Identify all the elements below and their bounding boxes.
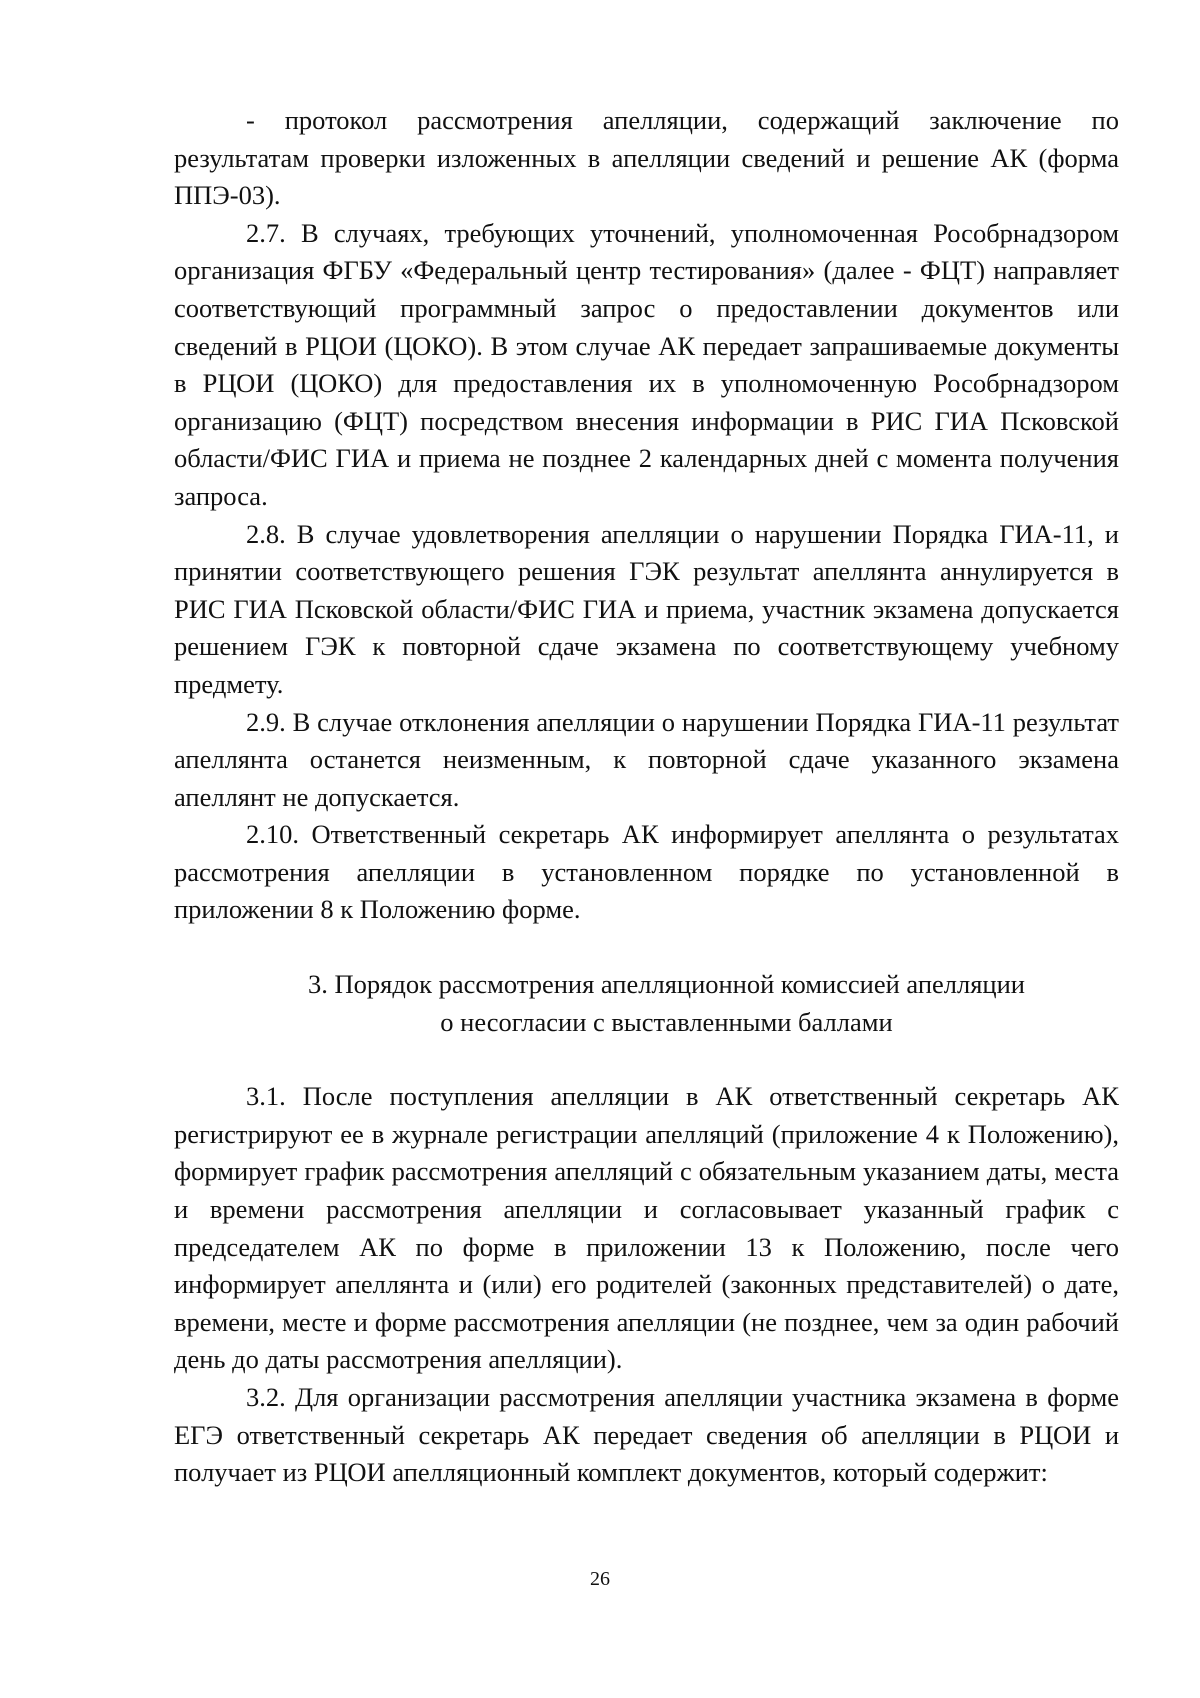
paragraph-2-10: 2.10. Ответственный секретарь АК информирует апеллянта о результатах рассмотрения апелляции в установленном порядке по установленной в приложении 8 к Положению форме. <box>174 819 1119 925</box>
page-number: 26 <box>590 1568 610 1590</box>
section-3-heading-line1: 3. Порядок рассмотрения апелляционной комиссией апелляции <box>308 969 1025 1000</box>
paragraph-2-9: 2.9. В случае отклонения апелляции о нарушении Порядка ГИА-11 результат апеллянта останется неизменным, к повторной сдаче указанного экзамена апеллянт не допускается. <box>174 706 1119 812</box>
paragraph-protocol-item: - протокол рассмотрения апелляции, содержащий заключение по результатам проверки изложенных в апелляции сведений и решение АК (форма ППЭ-03). <box>174 105 1119 211</box>
paragraph-2-7: 2.7. В случаях, требующих уточнений, уполномоченная Рособрнадзором организация ФГБУ «Федеральный центр тестирования» (далее - ФЦТ) направляет соответствующий программный запрос о предоставлении документов или сведений в РЦОИ (ЦОКО). В этом случае АК передает запрашиваемые документы в РЦОИ (ЦОКО) для предоставления их в уполномоченную Рособрнадзором организацию (ФЦТ) посредством внесения информации в РИС ГИА Псковской области/ФИС ГИА и приема не позднее 2 календарных дней с момента получения запроса. <box>174 217 1119 511</box>
page-content <box>174 102 1119 1492</box>
paragraph-2-8: 2.8. В случае удовлетворения апелляции о нарушении Порядка ГИА-11, и принятии соответствующего решения ГЭК результат апеллянта аннулируется в РИС ГИА Псковской области/ФИС ГИА и приема, участник экзамена допускается решением ГЭК к повторной сдаче экзамена по соответствующему учебному предмету. <box>174 518 1119 699</box>
section-3-heading-line2: о несогласии с выставленными баллами <box>440 1006 893 1037</box>
paragraph-3-2: 3.2. Для организации рассмотрения апелляции участника экзамена в форме ЕГЭ ответственный секретарь АК передает сведения об апелляции в РЦОИ и получает из РЦОИ апелляционный комплект документов, который содержит: <box>174 1382 1119 1488</box>
paragraph-3-1: 3.1. После поступления апелляции в АК ответственный секретарь АК регистрируют ее в журнале регистрации апелляций (приложение 4 к Положению), формирует график рассмотрения апелляций с обязательным указанием даты, места и времени рассмотрения апелляции и согласовывает указанный график с председателем АК по форме в приложении 13 к Положению, после чего информирует апеллянта и (или) его родителей (законных представителей) о дате, времени, месте и форме рассмотрения апелляции (не позднее, чем за один рабочий день до даты рассмотрения апелляции). <box>174 1081 1119 1375</box>
section-3-heading <box>174 966 1119 1041</box>
